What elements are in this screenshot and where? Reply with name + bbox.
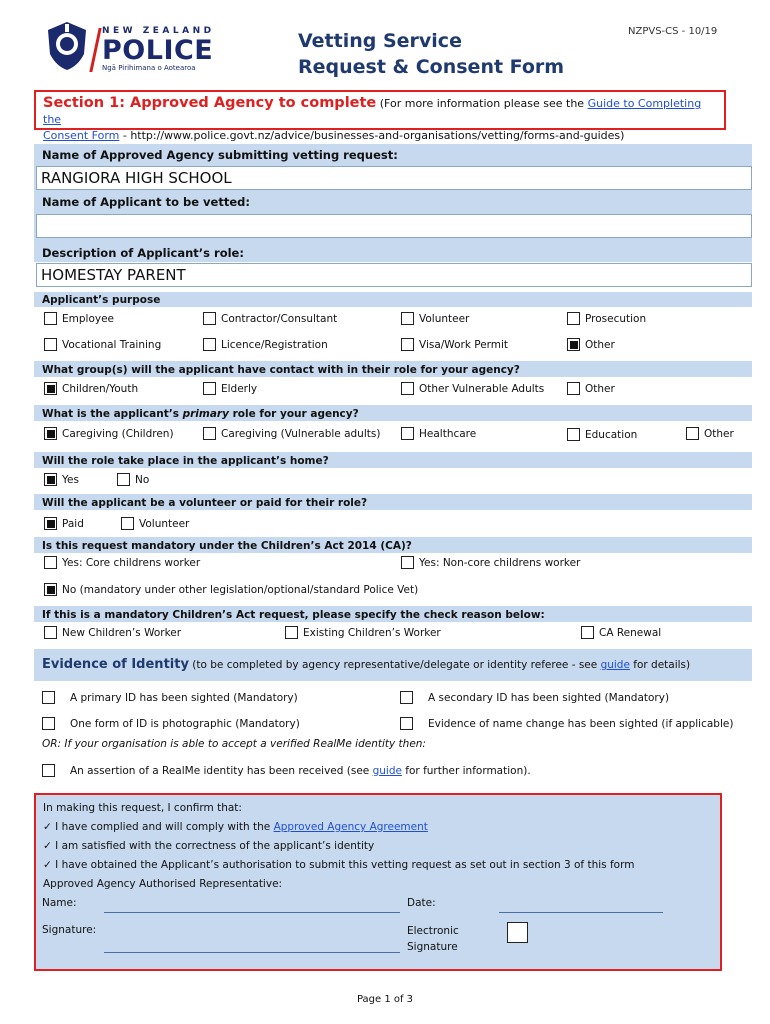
group-elderly-label: Elderly: [221, 382, 258, 395]
paid-paid-label: Paid: [62, 517, 84, 530]
role-caregiving-adults[interactable]: [203, 427, 380, 440]
evidence-primary-id-checkbox[interactable]: [42, 691, 55, 704]
realme-guide-link[interactable]: guide: [372, 764, 402, 777]
mandatory-label: Is this request mandatory under the Children’s Act 2014 (CA)?: [42, 540, 412, 552]
purpose-other-checkbox[interactable]: [567, 338, 580, 351]
evidence-secondary-id[interactable]: [400, 691, 669, 704]
purpose-volunteer-label: Volunteer: [419, 312, 470, 325]
evidence-photo-id-checkbox[interactable]: [42, 717, 55, 730]
home-no-checkbox[interactable]: [117, 473, 130, 486]
reason-new-label: New Children’s Worker: [62, 626, 182, 639]
role-other[interactable]: [686, 427, 734, 440]
group-vulnerable-label: Other Vulnerable Adults: [419, 382, 545, 395]
purpose-contractor-label: Contractor/Consultant: [221, 312, 338, 325]
section1-url: - http://www.police.govt.nz/advice/businesses-and-organisations/vetting/forms-and-guides): [119, 129, 625, 142]
confirm-line1: ✓ I have complied and will comply with the Approved Agency Agreement: [43, 821, 428, 833]
evidence-primary-id[interactable]: [42, 691, 298, 704]
logo-tagline: Ngā Pirihimana o Aotearoa: [102, 64, 196, 72]
home-label: Will the role take place in the applicant’s home?: [42, 455, 329, 467]
mandatory-no[interactable]: [44, 583, 418, 596]
home-yes-checkbox[interactable]: [44, 473, 57, 486]
purpose-visa-checkbox[interactable]: [401, 338, 414, 351]
agency-agreement-link[interactable]: Approved Agency Agreement: [273, 821, 428, 833]
mandatory-core-label: Yes: Core childrens worker: [62, 556, 201, 569]
confirm-line3: ✓ I have obtained the Applicant’s authorisation to submit this vetting request as set out in section 3 of this form: [43, 859, 635, 871]
realme-or-text: OR: If your organisation is able to accept a verified RealMe identity then:: [42, 738, 426, 750]
applicant-name-label: Name of Applicant to be vetted:: [42, 195, 250, 209]
evidence-secondary-id-checkbox[interactable]: [400, 691, 413, 704]
signature-label: Signature:: [42, 924, 97, 936]
group-children-checkbox[interactable]: [44, 382, 57, 395]
home-no-label: No: [135, 473, 150, 486]
form-code: NZPVS-CS - 10/19: [628, 26, 718, 37]
group-vulnerable-checkbox[interactable]: [401, 382, 414, 395]
evidence-title: Evidence of Identity: [42, 657, 189, 672]
reason-new-checkbox[interactable]: [44, 626, 57, 639]
electronic-signature-label: Electronic Signature: [407, 925, 459, 953]
evidence-secondary-id-label: A secondary ID has been sighted (Mandatory): [428, 691, 670, 704]
purpose-label: Applicant’s purpose: [42, 294, 161, 306]
role-education-checkbox[interactable]: [567, 428, 580, 441]
logo-subtitle: NEW ZEALAND: [102, 26, 215, 36]
paid-paid-checkbox[interactable]: [44, 517, 57, 530]
role-caregiving-adults-label: Caregiving (Vulnerable adults): [221, 427, 381, 440]
agency-name-field[interactable]: RANGIORA HIGH SCHOOL: [36, 166, 752, 190]
role-other-checkbox[interactable]: [686, 427, 699, 440]
group-elderly-checkbox[interactable]: [203, 382, 216, 395]
reason-existing[interactable]: [285, 626, 441, 639]
section1-intro: (For more information please see the: [376, 97, 588, 110]
purpose-visa[interactable]: [401, 338, 508, 351]
group-vulnerable[interactable]: [401, 382, 544, 395]
purpose-visa-label: Visa/Work Permit: [419, 338, 509, 351]
name-label: Name:: [42, 897, 77, 909]
signature-input-line[interactable]: [104, 952, 400, 953]
purpose-prosecution-checkbox[interactable]: [567, 312, 580, 325]
reason-new[interactable]: [44, 626, 181, 639]
purpose-volunteer[interactable]: [401, 312, 469, 325]
role-field[interactable]: HOMESTAY PARENT: [36, 263, 752, 287]
purpose-contractor[interactable]: [203, 312, 337, 325]
logo-slash: [89, 28, 101, 72]
home-no[interactable]: [117, 473, 149, 486]
role-caregiving-adults-checkbox[interactable]: [203, 427, 216, 440]
section1-title: Section 1: Approved Agency to complete: [43, 95, 377, 111]
groups-label: What group(s) will the applicant have contact with in their role for your agency?: [42, 364, 520, 376]
purpose-employee-checkbox[interactable]: [44, 312, 57, 325]
realme-option[interactable]: [42, 764, 531, 777]
purpose-contractor-checkbox[interactable]: [203, 312, 216, 325]
role-caregiving-children[interactable]: [44, 427, 174, 440]
form-title: [298, 28, 564, 80]
purpose-employee-label: Employee: [62, 312, 115, 325]
purpose-volunteer-checkbox[interactable]: [401, 312, 414, 325]
purpose-licence-label: Licence/Registration: [221, 338, 328, 351]
role-education[interactable]: [567, 428, 637, 441]
paid-volunteer-label: Volunteer: [139, 517, 190, 530]
purpose-vocational-label: Vocational Training: [62, 338, 162, 351]
evidence-guide-link[interactable]: guide: [600, 659, 630, 671]
role-caregiving-children-checkbox[interactable]: [44, 427, 57, 440]
group-other-label: Other: [585, 382, 615, 395]
form-title-line2: Request & Consent Form: [298, 56, 565, 78]
mandatory-no-checkbox[interactable]: [44, 583, 57, 596]
evidence-note: (to be completed by agency representative/delegate or identity referee - see: [188, 659, 601, 671]
police-crest-icon: [44, 20, 90, 72]
mandatory-core[interactable]: [44, 556, 200, 569]
purpose-vocational[interactable]: [44, 338, 161, 351]
evidence-name-change-label: Evidence of name change has been sighted (if applicable): [428, 717, 734, 730]
role-healthcare[interactable]: [401, 427, 476, 440]
evidence-primary-id-label: A primary ID has been sighted (Mandatory): [70, 691, 298, 704]
reason-existing-checkbox[interactable]: [285, 626, 298, 639]
applicant-name-field[interactable]: [36, 214, 752, 238]
group-other[interactable]: [567, 382, 615, 395]
paid-label: Will the applicant be a volunteer or paid for their role?: [42, 497, 368, 509]
purpose-licence[interactable]: [203, 338, 328, 351]
reason-existing-label: Existing Children’s Worker: [303, 626, 441, 639]
purpose-licence-checkbox[interactable]: [203, 338, 216, 351]
paid-volunteer-checkbox[interactable]: [121, 517, 134, 530]
role-healthcare-checkbox[interactable]: [401, 427, 414, 440]
name-input-line[interactable]: [104, 912, 400, 913]
evidence-name-change[interactable]: [400, 717, 733, 730]
group-children-label: Children/Youth: [62, 382, 139, 395]
group-children[interactable]: [44, 382, 138, 395]
mandatory-noncore[interactable]: [401, 556, 580, 569]
evidence-photo-id-label: One form of ID is photographic (Mandatory): [70, 717, 300, 730]
confirm-intro: In making this request, I confirm that:: [43, 802, 242, 814]
home-yes-label: Yes: [62, 473, 79, 486]
mandatory-noncore-checkbox[interactable]: [401, 556, 414, 569]
mandatory-core-checkbox[interactable]: [44, 556, 57, 569]
purpose-prosecution[interactable]: [567, 312, 646, 325]
representative-label: Approved Agency Authorised Representative:: [43, 878, 283, 890]
role-other-label: Other: [704, 427, 734, 440]
realme-checkbox[interactable]: [42, 764, 55, 777]
group-elderly[interactable]: [203, 382, 257, 395]
form-title-line1: Vetting Service: [298, 30, 462, 52]
confirm-line2: ✓ I am satisfied with the correctness of the applicant’s identity: [43, 840, 375, 852]
role-label: Description of Applicant’s role:: [42, 246, 244, 260]
purpose-prosecution-label: Prosecution: [585, 312, 647, 325]
mandatory-no-label: No (mandatory under other legislation/optional/standard Police Vet): [62, 583, 419, 596]
purpose-other[interactable]: [567, 338, 615, 351]
date-input-line[interactable]: [499, 912, 663, 913]
evidence-photo-id[interactable]: [42, 717, 300, 730]
consent-form-link[interactable]: Consent Form: [43, 129, 120, 142]
reason-renewal-checkbox[interactable]: [581, 626, 594, 639]
home-yes[interactable]: [44, 473, 79, 486]
group-other-checkbox[interactable]: [567, 382, 580, 395]
primary-role-label: What is the applicant’s primary role for your agency?: [42, 408, 359, 420]
reason-label: If this is a mandatory Children’s Act request, please specify the check reason below:: [42, 609, 545, 621]
realme-text: An assertion of a RealMe identity has been received (see guide for further information).: [70, 764, 531, 777]
paid-paid[interactable]: [44, 517, 84, 530]
guide-link[interactable]: Guide to Completing the: [43, 97, 702, 126]
purpose-vocational-checkbox[interactable]: [44, 338, 57, 351]
page-number: Page 1 of 3: [356, 994, 414, 1005]
reason-renewal-label: CA Renewal: [599, 626, 662, 639]
mandatory-noncore-label: Yes: Non-core childrens worker: [419, 556, 581, 569]
evidence-heading: Evidence of Identity (to be completed by agency representative/delegate or identity referee - see guide for details): [42, 657, 691, 672]
purpose-employee[interactable]: [44, 312, 114, 325]
paid-volunteer[interactable]: [121, 517, 189, 530]
date-label: Date:: [407, 897, 436, 909]
role-education-label: Education: [585, 428, 638, 441]
role-healthcare-label: Healthcare: [419, 427, 477, 440]
section1-header: [34, 90, 726, 142]
agency-name-label: Name of Approved Agency submitting vetting request:: [42, 148, 398, 162]
reason-renewal[interactable]: [581, 626, 661, 639]
purpose-other-label: Other: [585, 338, 615, 351]
confirmation-box: [34, 793, 722, 971]
evidence-name-change-checkbox[interactable]: [400, 717, 413, 730]
electronic-signature-checkbox[interactable]: [507, 922, 528, 943]
role-caregiving-children-label: Caregiving (Children): [62, 427, 174, 440]
logo-wordmark: POLICE: [102, 35, 214, 66]
